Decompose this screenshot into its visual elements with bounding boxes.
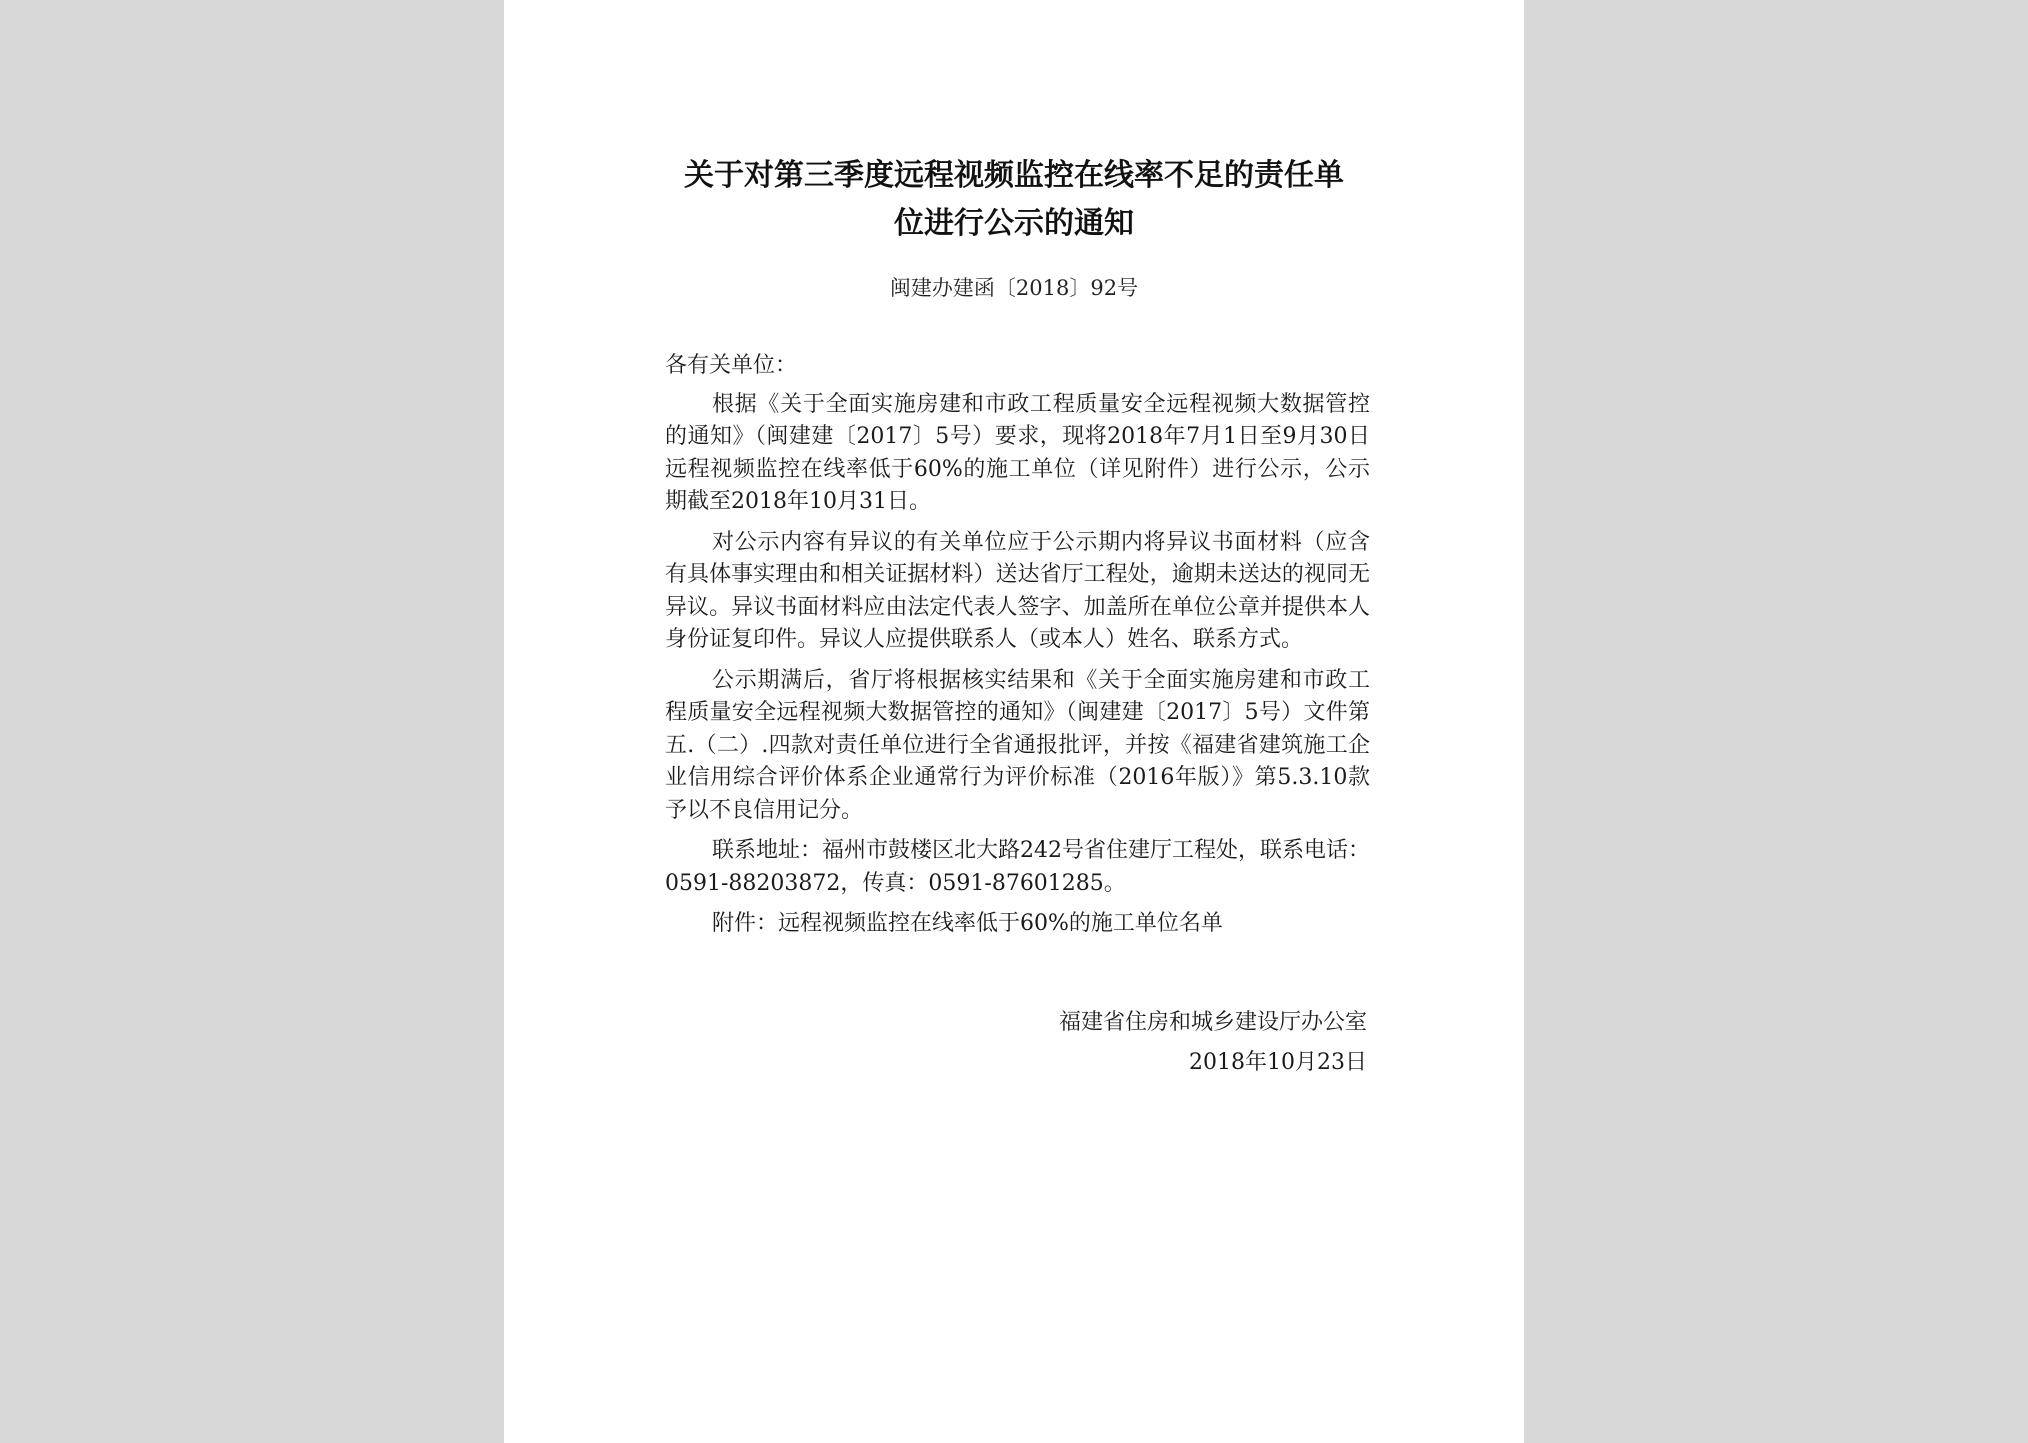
issuer-name: 福建省住房和城乡建设厅办公室 — [1058, 1010, 1367, 1035]
issue-date: 2018年10月23日 — [1189, 1050, 1367, 1075]
document-body — [665, 350, 1370, 949]
document-number: 闽建办建函〔2018〕92号 — [889, 276, 1139, 300]
paragraph-penalty: 公示期满后，省厅将根据核实结果和《关于全面实施房建和市政工程质量安全远程视频大数据管控的通知》（闽建建〔2017〕5号）文件第五.（二）.四款对责任单位进行全省通报批评，并按《福建省建筑施工企业信用综合评价体系企业通常行为评价标准（2016年版）》第5.3.10款予以不良信用记分。 — [665, 667, 1370, 823]
document-title — [504, 152, 1524, 248]
salutation: 各有关单位： — [665, 353, 798, 378]
title-line-1: 关于对第三季度远程视频监控在线率不足的责任单 — [684, 158, 1344, 193]
paragraph-contact: 联系地址：福州市鼓楼区北大路242号省住建厅工程处，联系电话：0591-88203872，传真：0591-87601285。 — [665, 838, 1370, 896]
title-line-2: 位进行公示的通知 — [894, 206, 1134, 241]
paragraph-objection: 对公示内容有异议的有关单位应于公示期内将异议书面材料（应含有具体事实理由和相关证据材料）送达省厅工程处，逾期未送达的视同无异议。异议书面材料应由法定代表人签字、加盖所在单位公章并提供本人身份证复印件。异议人应提供联系人（或本人）姓名、联系方式。 — [665, 529, 1370, 652]
signoff-block — [1059, 1003, 1367, 1083]
paragraph-basis: 根据《关于全面实施房建和市政工程质量安全远程视频大数据管控的通知》（闽建建〔2017〕5号）要求，现将2018年7月1日至9月30日远程视频监控在线率低于60%的施工单位（详见附件）进行公示，公示期截至2018年10月31日。 — [665, 391, 1370, 514]
document-page — [504, 0, 1524, 1443]
paragraph-attachment: 附件：远程视频监控在线率低于60%的施工单位名单 — [712, 911, 1223, 936]
